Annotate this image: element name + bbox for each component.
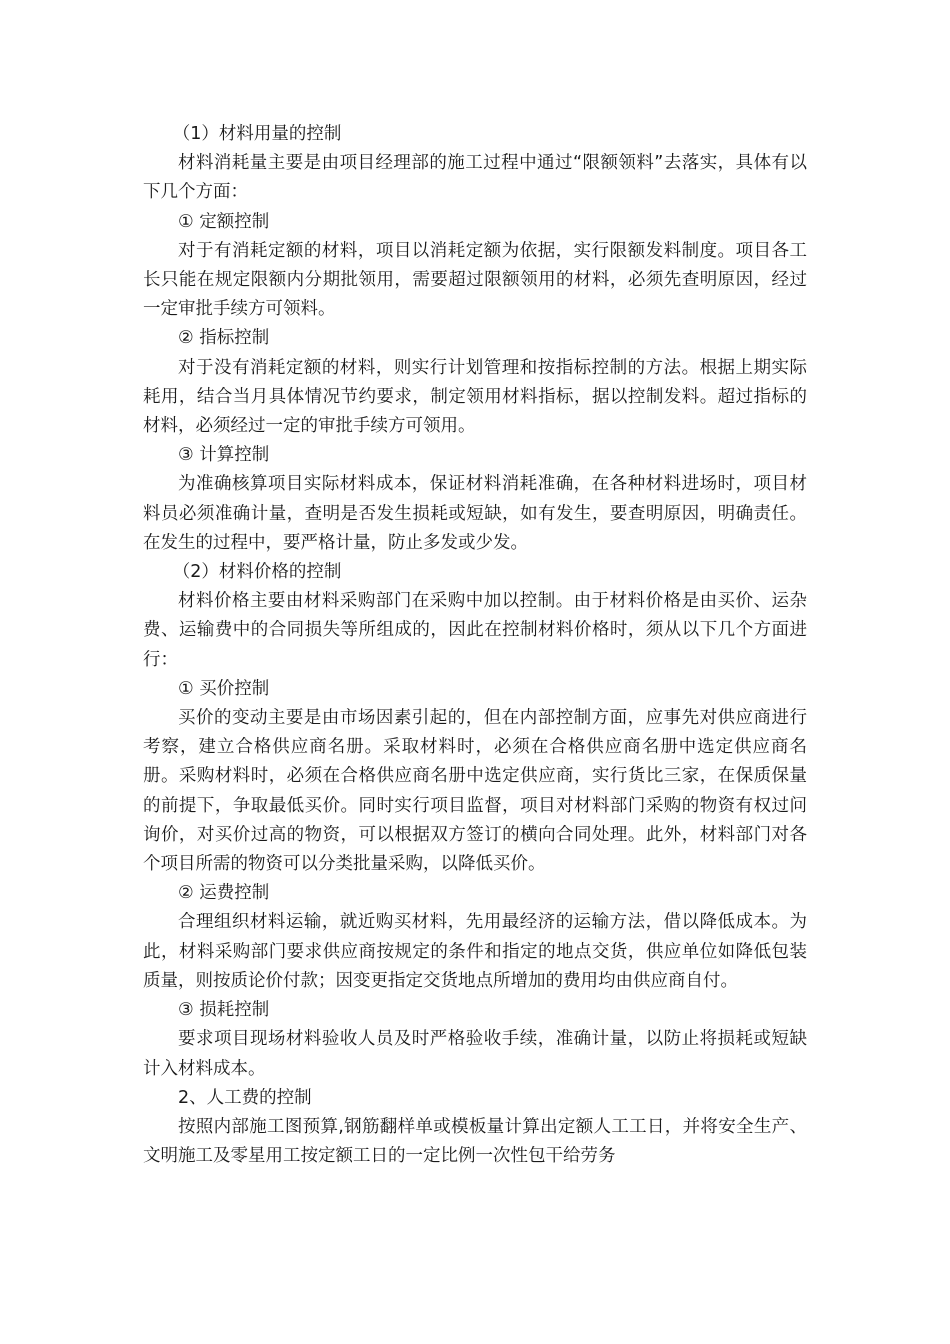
- body-paragraph: 材料消耗量主要是由项目经理部的施工过程中通过“限额领料”去落实，具体有以下几个方面：: [143, 153, 807, 203]
- sub-heading: ① 定额控制: [178, 211, 270, 232]
- body-paragraph: 合理组织材料运输，就近购买材料，先用最经济的运输方法，借以降低成本。为此，材料采购部门要求供应商按规定的条件和指定的地点交货，供应单位如降低包装质量，则按质论价付款；因变更指定交货地点所增加的费用均由供应商自付。: [143, 912, 807, 991]
- body-paragraph: 材料价格主要由材料采购部门在采购中加以控制。由于材料价格是由买价、运杂费、运输费中的合同损失等所组成的，因此在控制材料价格时，须从以下几个方面进行：: [143, 591, 807, 670]
- sub-heading: ③ 计算控制: [178, 445, 270, 466]
- section-heading: （1）材料用量的控制: [172, 124, 342, 144]
- body-paragraph: 对于有消耗定额的材料，项目以消耗定额为依据，实行限额发料制度。项目各工长只能在规定限额内分期批领用，需要超过限额领用的材料，必须先查明原因，经过一定审批手续方可领料。: [143, 240, 807, 320]
- body-paragraph: 按照内部施工图预算,钢筋翻样单或模板量计算出定额人工工日，并将安全生产、文明施工及零星用工按定额工日的一定比例一次性包干给劳务: [143, 1116, 807, 1167]
- document-body: [143, 120, 807, 1171]
- body-paragraph: 要求项目现场材料验收人员及时严格验收手续，准确计量，以防止将损耗或短缺计入材料成本。: [143, 1029, 807, 1079]
- sub-heading: ① 买价控制: [178, 678, 270, 699]
- sub-heading: ② 运费控制: [178, 883, 270, 904]
- sub-heading: ③ 损耗控制: [178, 1000, 270, 1021]
- section-heading: 2、人工费的控制: [178, 1087, 312, 1108]
- body-paragraph: 对于没有消耗定额的材料，则实行计划管理和按指标控制的方法。根据上期实际耗用，结合当月具体情况节约要求，制定领用材料指标，据以控制发料。超过指标的材料，必须经过一定的审批手续方可领用。: [143, 357, 807, 437]
- sub-heading: ② 指标控制: [178, 328, 270, 349]
- section-heading: （2）材料价格的控制: [172, 562, 342, 583]
- body-paragraph: 买价的变动主要是由市场因素引起的，但在内部控制方面，应事先对供应商进行考察，建立合格供应商名册。采取材料时，必须在合格供应商名册中选定供应商名册。采购材料时，必须在合格供应商名册中选定供应商，实行货比三家，在保质保量的前提下，争取最低买价。同时实行项目监督，项目对材料部门采购的物资有权过问询价，对买价过高的物资，可以根据双方签订的横向合同处理。此外，材料部门对各个项目所需的物资可以分类批量采购，以降低买价。: [143, 708, 807, 875]
- body-paragraph: 为准确核算项目实际材料成本，保证材料消耗准确，在各种材料进场时，项目材料员必须准确计量，查明是否发生损耗或短缺，如有发生，要查明原因，明确责任。在发生的过程中，要严格计量，防止多发或少发。: [143, 474, 807, 553]
